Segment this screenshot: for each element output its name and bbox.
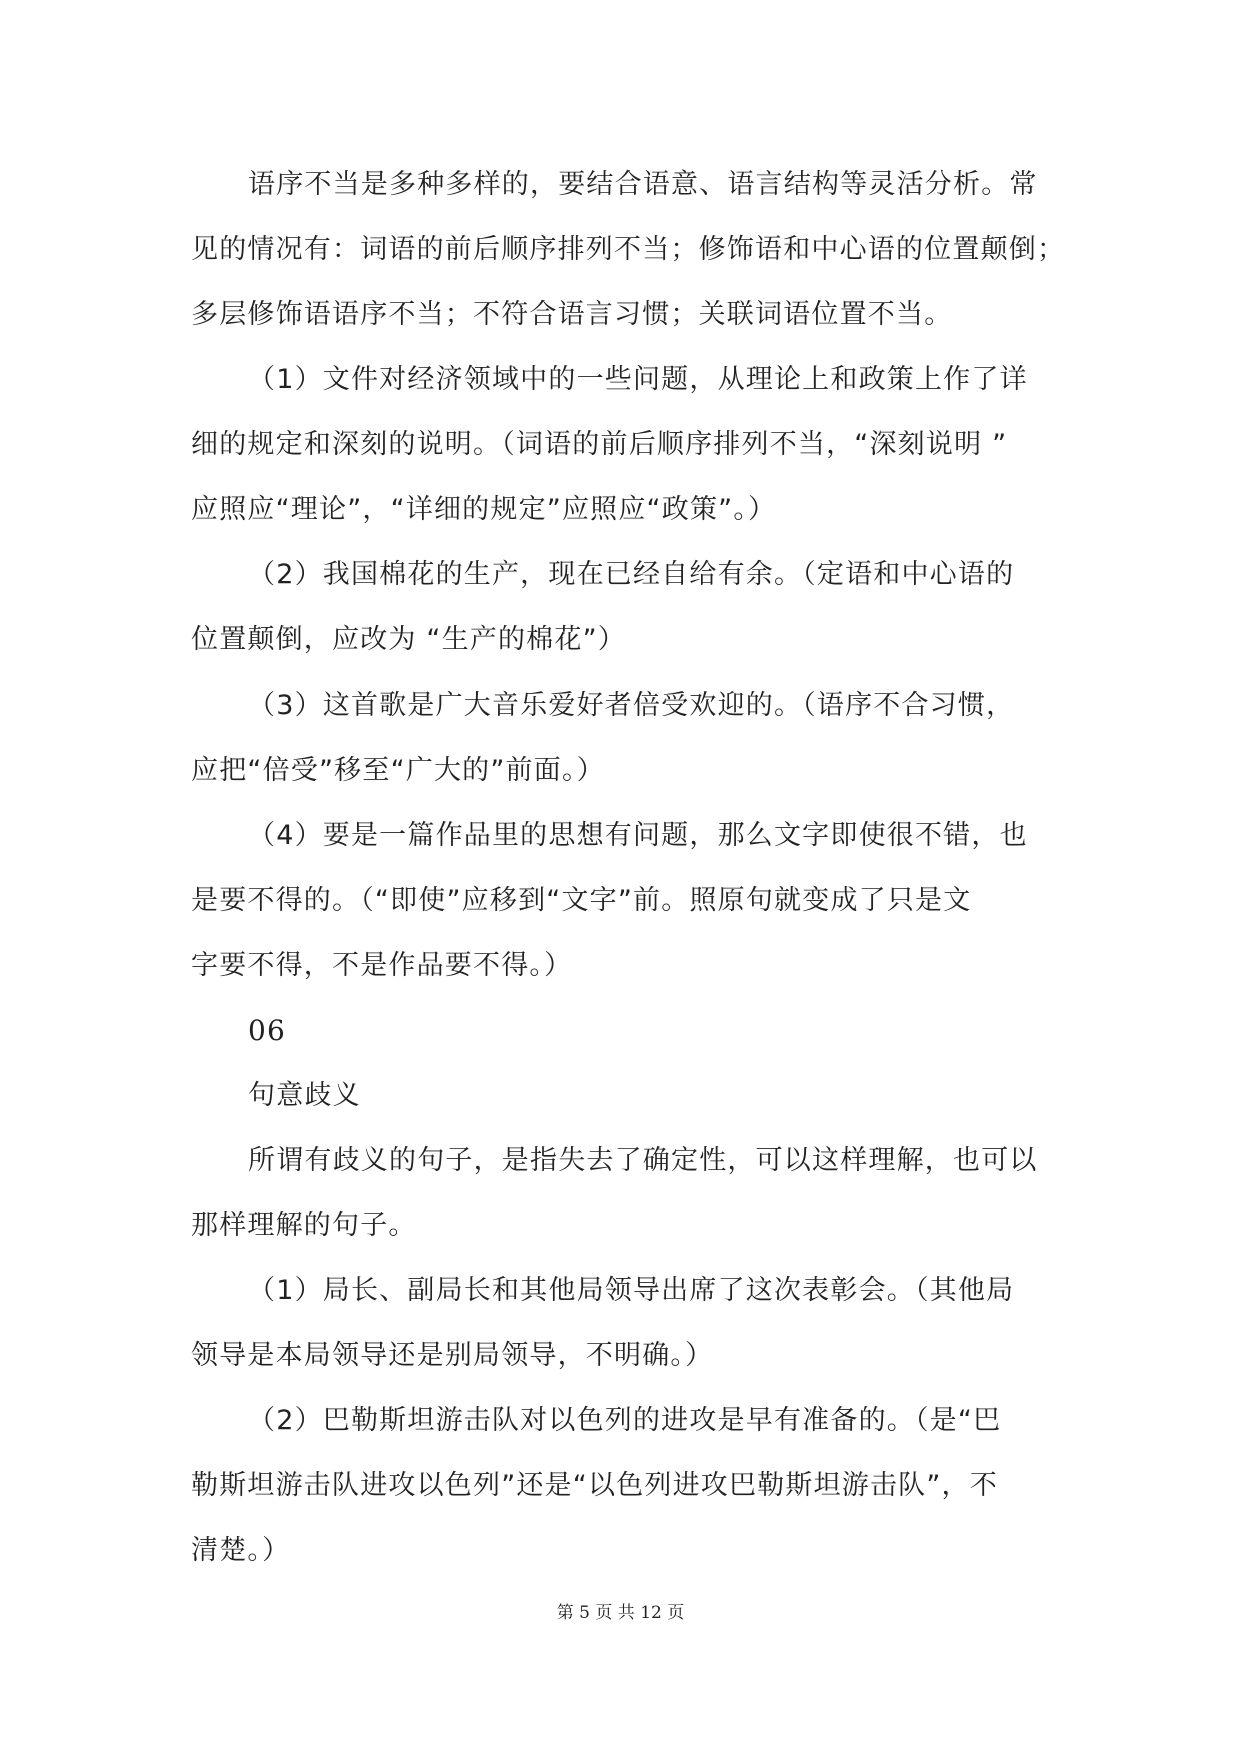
page-footer: 第 5 页 共 12 页	[556, 1603, 685, 1623]
example-1-line-1: （1）文件对经济领域中的一些问题，从理论上和政策上作了详	[248, 364, 1028, 395]
example-2-line-1: （2）我国棉花的生产，现在已经自给有余。（定语和中心语的	[248, 559, 1015, 590]
example-1-line-2: 细的规定和深刻的说明。（词语的前后顺序排列不当，“深刻说明 ”	[191, 429, 1008, 460]
definition-line-1: 所谓有歧义的句子，是指失去了确定性，可以这样理解，也可以	[248, 1145, 1038, 1176]
ambiguity-example-2-line-3: 清楚。）	[191, 1535, 291, 1566]
paragraph-intro-line-1: 语序不当是多种多样的，要结合语意、语言结构等灵活分析。常	[248, 169, 1038, 200]
section-number: 06	[248, 1014, 287, 1047]
section-title: 句意歧义	[248, 1080, 361, 1111]
ambiguity-example-2-line-1: （2）巴勒斯坦游击队对以色列的进攻是早有准备的。（是“巴	[248, 1405, 1002, 1436]
ambiguity-example-1-line-1: （1）局长、副局长和其他局领导出席了这次表彰会。（其他局	[248, 1275, 1015, 1306]
paragraph-intro-line-2: 见的情况有：词语的前后顺序排列不当；修饰语和中心语的位置颠倒；	[191, 234, 1066, 265]
example-4-line-3: 字要不得，不是作品要不得。）	[191, 950, 573, 981]
example-3-line-2: 应把“倍受”移至“广大的”前面。）	[191, 755, 605, 786]
ambiguity-example-1-line-2: 领导是本局领导还是别局领导，不明确。）	[191, 1340, 714, 1371]
example-1-line-3: 应照应“理论”，“详细的规定”应照应“政策”。）	[191, 494, 777, 525]
ambiguity-example-2-line-2: 勒斯坦游击队进攻以色列”还是“以色列进攻巴勒斯坦游击队”，不	[191, 1470, 998, 1501]
example-2-line-2: 位置颠倒，应改为 “生产的棉花”）	[191, 624, 626, 655]
example-4-line-2: 是要不得的。（“即使”应移到“文字”前。照原句就变成了只是文	[191, 885, 972, 916]
paragraph-intro-line-3: 多层修饰语语序不当；不符合语言习惯；关联词语位置不当。	[191, 299, 953, 330]
example-3-line-1: （3）这首歌是广大音乐爱好者倍受欢迎的。（语序不合习惯，	[248, 690, 1015, 721]
definition-line-2: 那样理解的句子。	[191, 1210, 417, 1241]
example-4-line-1: （4）要是一篇作品里的思想有问题，那么文字即使很不错，也	[248, 820, 1028, 851]
